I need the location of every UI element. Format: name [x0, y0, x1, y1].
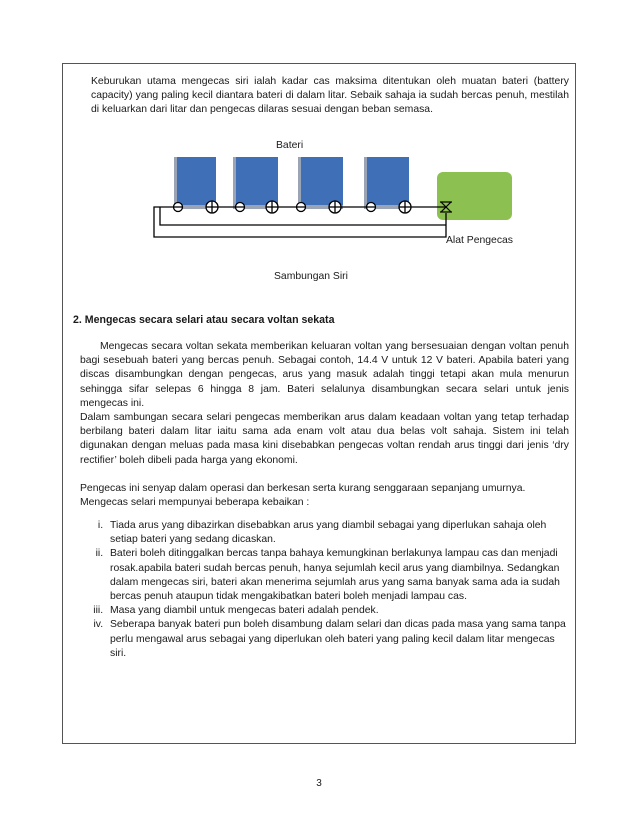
charger-box	[437, 172, 512, 220]
list-item: ii. Bateri boleh ditinggalkan bercas tanpa bahaya kemungkinan berlakunya lampau cas dan menjadi rosak.apabila bateri sudah bercas penuh, hanya sejumlah kecil arus yang diambilnya. Sedangkan dalam mengecas siri, bateri akan menerima sejumlah arus yang sama banyak sama ada ia sudah bercas penuh ataupun tidak mengakibatkan bateri boleh menjadi lampau cas.	[106, 547, 570, 604]
section-heading: 2. Mengecas secara selari atau secara voltan sekata	[73, 314, 335, 326]
series-connection-diagram	[0, 0, 638, 300]
negative-terminal-icon	[367, 203, 376, 212]
list-item: i. Tiada arus yang dibazirkan disebabkan arus yang diambil sebagai yang diperlukan sahaja oleh setiap bateri yang sedang dicaskan.	[106, 519, 570, 547]
list-item: iv. Seberapa banyak bateri pun boleh disambung dalam selari dan dicas pada masa yang sama tanpa perlu mengawal arus sebagai yang diperlukan oleh bateri yang paling kecil dalam litar mengecas siri.	[106, 618, 570, 661]
paragraph-1: Mengecas secara voltan sekata memberikan keluaran voltan yang bersesuaian dengan voltan penuh bagi sesebuah bateri yang bercas penuh. Sebagai contoh, 14.4 V untuk 12 V bateri. Apabila bateri yang discas disambungkan dengan pengecas, arus yang masuk adalah tinggi tetapi akan mula menurun sehingga sifar selepas 6 hingga 8 jam. Bateri selalunya disambungkan secara selari untuk jenis mengecas ini.	[80, 341, 569, 409]
positive-terminal-icon	[206, 201, 218, 213]
positive-terminal-icon	[329, 201, 341, 213]
advantages-list	[80, 519, 570, 661]
paragraph-2: Dalam sambungan secara selari pengecas memberikan arus dalam keadaan voltan yang tetap terhadap berbilang bateri dalam litar iaitu sama ada enam volt atau dua belas volt sahaja. Sistem ini telah digunakan dengan meluas pada masa kini disebabkan pengecas voltan rendah arus tinggi dari jenis ‘dry rectifier’ boleh dibeli pada harga yang ekonomi.	[80, 412, 569, 466]
diagram-caption: Sambungan Siri	[274, 271, 348, 282]
positive-terminal-icon	[399, 201, 411, 213]
positive-terminal-icon	[266, 201, 278, 213]
intro-paragraph: Keburukan utama mengecas siri ialah kadar cas maksima ditentukan oleh muatan bateri (battery capacity) yang paling kecil diantara bateri di dalam litar. Sebaik sahaja ia sudah bercas penuh, mestilah di keluarkan dari litar dan pengecas dilaras sesuai dengan beban semasa.	[91, 76, 569, 116]
negative-terminal-icon	[236, 203, 245, 212]
charger-label: Alat Pengecas	[446, 235, 514, 246]
list-item: iii. Masa yang diambil untuk mengecas bateri adalah pendek.	[106, 604, 570, 618]
paragraph-3: Pengecas ini senyap dalam operasi dan berkesan serta kurang senggaraan sepanjang umurnya. Mengecas selari mempunyai beberapa kebaikan :	[80, 483, 526, 509]
page-number: 3	[316, 778, 322, 789]
negative-terminal-icon	[297, 203, 306, 212]
negative-terminal-icon	[174, 203, 183, 212]
battery-label: Bateri	[276, 140, 304, 151]
